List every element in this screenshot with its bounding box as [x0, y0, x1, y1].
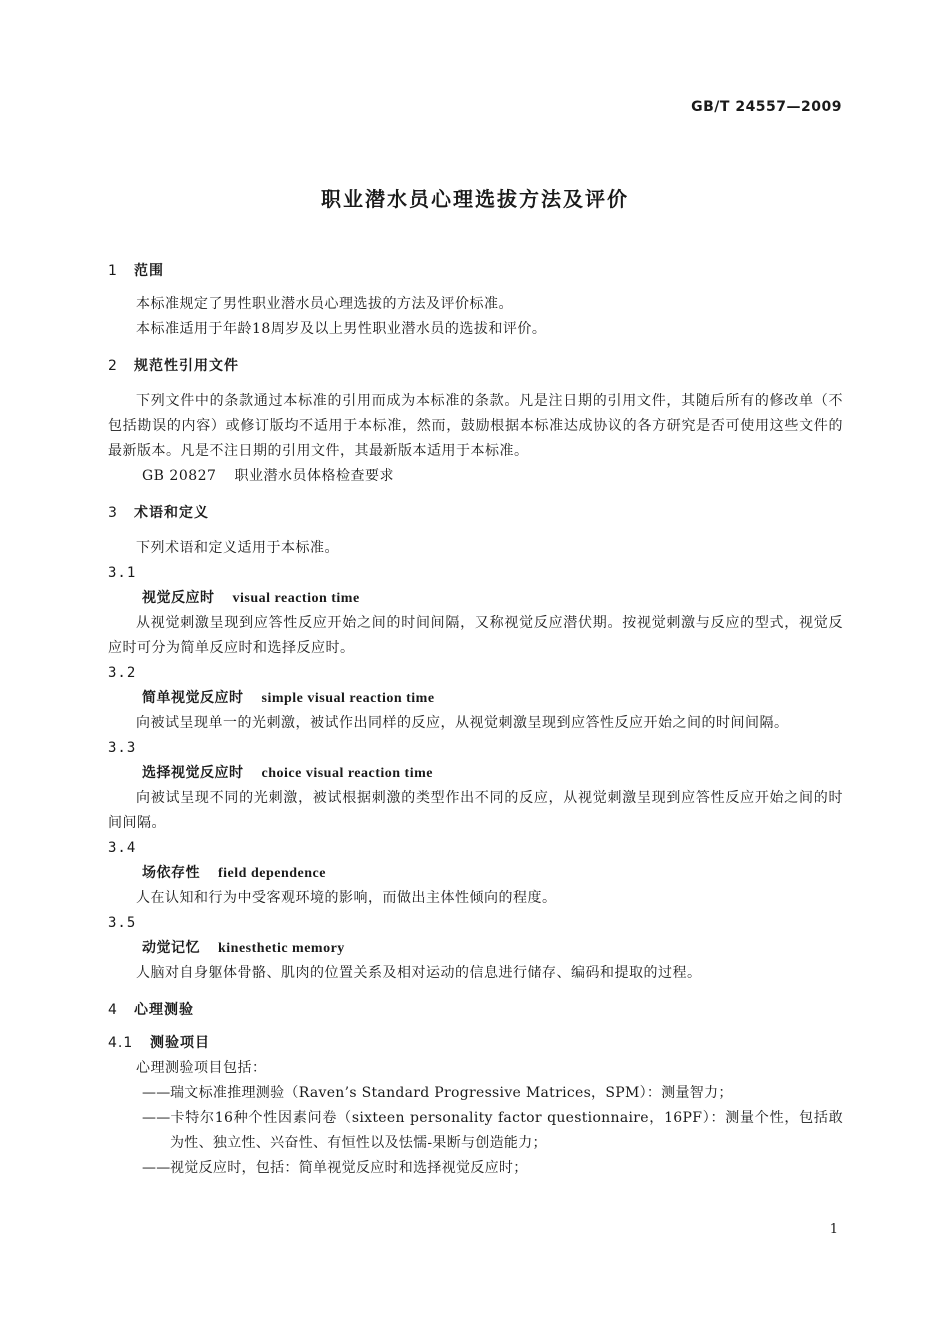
- term-en: simple visual reaction time: [261, 691, 435, 706]
- term-definition: 向被试呈现单一的光刺激，被试作出同样的反应，从视觉刺激呈现到应答性反应开始之间的时间间隔。: [136, 715, 789, 731]
- dash-marker: ——: [142, 1160, 171, 1176]
- term-heading: [108, 936, 843, 961]
- section-title: 规范性引用文件: [134, 358, 239, 374]
- section-1-heading: [108, 259, 843, 284]
- term-heading: [108, 586, 843, 611]
- clause-number: 3.3: [108, 740, 137, 756]
- paragraph: 下列文件中的条款通过本标准的引用而成为本标准的条款。凡是注日期的引用文件，其随后所有的修改单（不包括勘误的内容）或修订版均不适用于本标准，然而，鼓励根据本标准达成协议的各方研究是否可使用这些文件的最新版本。凡是不注日期的引用文件，其最新版本适用于本标准。: [108, 393, 843, 459]
- dash-marker: ——: [142, 1085, 171, 1101]
- list-item-text: 卡特尔16种个性因素问卷（sixteen personality factor questionnaire，16PF）：测量个性，包括敢为性、独立性、兴奋性、有恒性以及怯懦-果断与创造能力；: [170, 1110, 843, 1151]
- clause-number: 3.4: [108, 840, 137, 856]
- term-en: choice visual reaction time: [261, 766, 433, 781]
- term-heading: [108, 686, 843, 711]
- list-item-text: 瑞文标准推理测验（Raven’s Standard Progressive Matrices，SPM）：测量智力；: [170, 1085, 733, 1101]
- term-heading: [108, 861, 843, 886]
- section-4-heading: [108, 998, 843, 1023]
- reference-code: GB 20827: [142, 468, 217, 484]
- document-title: 职业潜水员心理选拔方法及评价: [321, 187, 629, 211]
- section-2-heading: [108, 354, 843, 379]
- section-number: 1: [108, 263, 118, 279]
- clause-number: 3.1: [108, 565, 137, 581]
- standard-number: GB/T 24557—2009: [691, 99, 842, 115]
- section-number: 4: [108, 1002, 118, 1018]
- list-item-text: 视觉反应时，包括：简单视觉反应时和选择视觉反应时；: [170, 1160, 528, 1176]
- section-3-heading: [108, 501, 843, 526]
- section-title: 心理测验: [134, 1002, 194, 1018]
- term-en: visual reaction time: [232, 591, 360, 606]
- subsection-4-1-heading: [108, 1031, 843, 1056]
- paragraph: 心理测验项目包括：: [136, 1060, 267, 1076]
- section-number: 2: [108, 358, 118, 374]
- reference-title: 职业潜水员体格检查要求: [234, 468, 394, 484]
- list-item: [108, 1156, 843, 1181]
- term-definition: 人脑对自身躯体骨骼、肌肉的位置关系及相对运动的信息进行储存、编码和提取的过程。: [136, 965, 702, 981]
- term-en: field dependence: [218, 866, 326, 881]
- term-cn: 场依存性: [142, 865, 200, 881]
- subsection-number: 4.1: [108, 1035, 134, 1051]
- term-cn: 选择视觉反应时: [142, 765, 244, 781]
- section-number: 3: [108, 505, 118, 521]
- subsection-title: 测验项目: [150, 1035, 210, 1051]
- paragraph: 下列术语和定义适用于本标准。: [136, 540, 339, 556]
- section-title: 范围: [134, 263, 164, 279]
- term-cn: 视觉反应时: [142, 590, 215, 606]
- term-cn: 动觉记忆: [142, 940, 200, 956]
- term-heading: [108, 761, 843, 786]
- paragraph: 本标准适用于年龄18周岁及以上男性职业潜水员的选拔和评价。: [136, 321, 547, 337]
- term-cn: 简单视觉反应时: [142, 690, 244, 706]
- paragraph: 本标准规定了男性职业潜水员心理选拔的方法及评价标准。: [136, 296, 513, 312]
- page-number: 1: [829, 1222, 838, 1237]
- clause-number: 3.5: [108, 915, 137, 931]
- term-definition: 向被试呈现不同的光刺激，被试根据刺激的类型作出不同的反应，从视觉刺激呈现到应答性反应开始之间的时间间隔。: [108, 790, 843, 831]
- list-item: [108, 1106, 843, 1156]
- section-title: 术语和定义: [134, 505, 209, 521]
- normative-reference: [108, 464, 843, 489]
- term-en: kinesthetic memory: [218, 941, 345, 956]
- dash-marker: ——: [142, 1110, 171, 1126]
- term-definition: 人在认知和行为中受客观环境的影响，而做出主体性倾向的程度。: [136, 890, 557, 906]
- list-item: [108, 1081, 843, 1106]
- document-body: [108, 259, 843, 1181]
- clause-number: 3.2: [108, 665, 137, 681]
- term-definition: 从视觉刺激呈现到应答性反应开始之间的时间间隔，又称视觉反应潜伏期。按视觉刺激与反应的型式，视觉反应时可分为简单反应时和选择反应时。: [108, 615, 843, 656]
